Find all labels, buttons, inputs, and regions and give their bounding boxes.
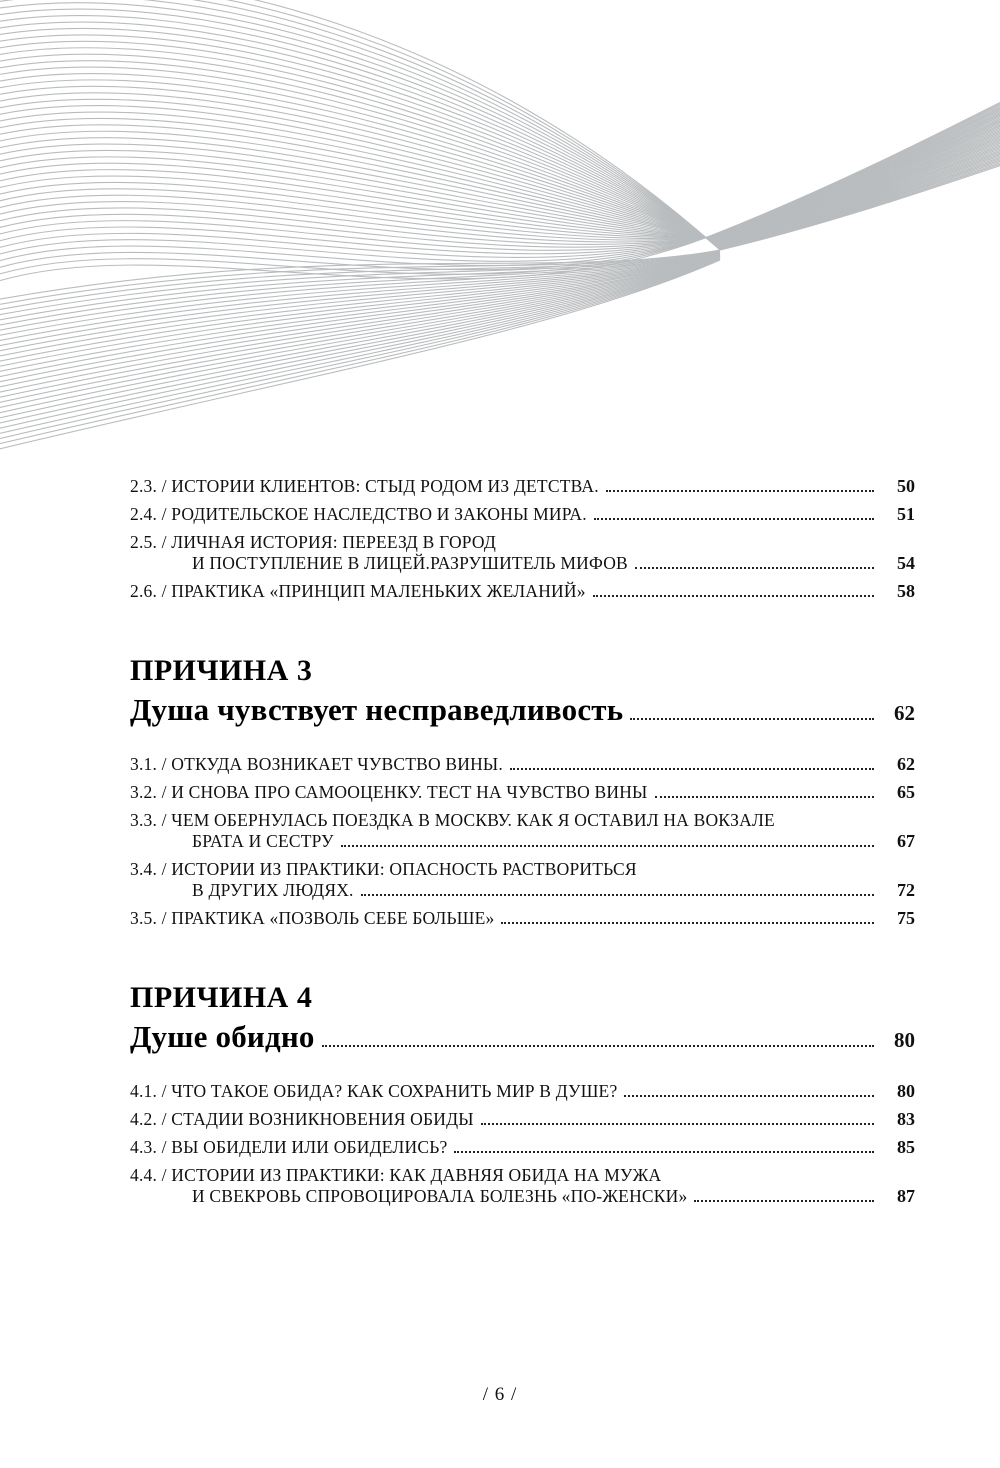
leader-dots — [694, 1199, 874, 1202]
leader-dots — [635, 566, 874, 569]
toc-entry-label: 4.4. / ИСТОРИИ ИЗ ПРАКТИКИ: КАК ДАВНЯЯ ОБИДА НА МУЖА — [130, 1165, 662, 1185]
toc-entry-page: 75 — [897, 908, 915, 928]
toc-entry-label: 3.5. / ПРАКТИКА «ПОЗВОЛЬ СЕБЕ БОЛЬШЕ» — [130, 908, 495, 928]
toc-entry[interactable] — [130, 504, 915, 525]
toc-entry[interactable] — [130, 810, 915, 852]
toc-part-heading[interactable] — [130, 654, 915, 728]
toc-entry-label-continued: И СВЕКРОВЬ СПРОВОЦИРОВАЛА БОЛЕЗНЬ «ПО-ЖЕНСКИ» — [192, 1186, 688, 1206]
toc-entry-label: 4.1. / ЧТО ТАКОЕ ОБИДА? КАК СОХРАНИТЬ МИР В ДУШЕ? — [130, 1081, 618, 1101]
toc-entry-page: 83 — [897, 1109, 915, 1129]
toc-entry-page: 58 — [897, 581, 915, 601]
toc-entry[interactable] — [130, 1109, 915, 1130]
toc-entry[interactable] — [130, 1137, 915, 1158]
toc-entry[interactable] — [130, 581, 915, 602]
leader-dots — [594, 517, 874, 520]
toc-entry[interactable] — [130, 754, 915, 775]
toc-part-heading[interactable] — [130, 981, 915, 1055]
toc-entry-page: 65 — [897, 782, 915, 802]
toc-entry-page: 62 — [897, 754, 915, 774]
toc-entry-label: 2.5. / ЛИЧНАЯ ИСТОРИЯ: ПЕРЕЕЗД В ГОРОД — [130, 532, 497, 552]
toc-entry[interactable] — [130, 908, 915, 929]
toc-entry[interactable] — [130, 476, 915, 497]
leader-dots — [341, 844, 874, 847]
toc-entry-page: 72 — [897, 880, 915, 900]
toc-entry-page: 54 — [897, 553, 915, 573]
leader-dots — [593, 594, 874, 597]
decorative-wave-header — [0, 0, 1000, 450]
toc-entry-label: 4.3. / ВЫ ОБИДЕЛИ ИЛИ ОБИДЕЛИСЬ? — [130, 1137, 448, 1157]
toc-entry[interactable] — [130, 1081, 915, 1102]
toc-entry-label: 3.3. / ЧЕМ ОБЕРНУЛАСЬ ПОЕЗДКА В МОСКВУ. КАК Я ОСТАВИЛ НА ВОКЗАЛЕ — [130, 810, 775, 830]
toc-entry-page: 51 — [897, 504, 915, 524]
toc-entry-page: 85 — [897, 1137, 915, 1157]
part-kicker: ПРИЧИНА 3 — [130, 654, 313, 687]
toc-entry-label: 2.6. / ПРАКТИКА «ПРИНЦИП МАЛЕНЬКИХ ЖЕЛАНИЙ» — [130, 581, 586, 601]
toc-entry-page: 87 — [897, 1186, 915, 1206]
wave-lines-graphic — [0, 0, 1000, 450]
leader-dots — [322, 1044, 874, 1047]
part-kicker: ПРИЧИНА 4 — [130, 981, 313, 1014]
leader-dots — [481, 1122, 874, 1125]
toc-entry-label: 3.4. / ИСТОРИИ ИЗ ПРАКТИКИ: ОПАСНОСТЬ РАСТВОРИТЬСЯ — [130, 859, 637, 879]
toc-entry-label: 3.1. / ОТКУДА ВОЗНИКАЕТ ЧУВСТВО ВИНЫ. — [130, 754, 503, 774]
toc-entry[interactable] — [130, 859, 915, 901]
toc-entry-page: 67 — [897, 831, 915, 851]
leader-dots — [606, 489, 874, 492]
leader-dots — [361, 893, 874, 896]
toc-group-chapter-3 — [130, 754, 915, 929]
table-of-contents — [0, 470, 1000, 1214]
leader-dots — [624, 1094, 874, 1097]
part-page: 62 — [894, 701, 915, 725]
toc-group-chapter-2 — [130, 476, 915, 602]
toc-entry-label: 2.3. / ИСТОРИИ КЛИЕНТОВ: СТЫД РОДОМ ИЗ ДЕТСТВА. — [130, 476, 599, 496]
toc-entry-label: 3.2. / И СНОВА ПРО САМООЦЕНКУ. ТЕСТ НА ЧУВСТВО ВИНЫ — [130, 782, 648, 802]
leader-dots — [510, 767, 874, 770]
part-title: Душе обидно — [130, 1019, 315, 1054]
toc-entry-label: 4.2. / СТАДИИ ВОЗНИКНОВЕНИЯ ОБИДЫ — [130, 1109, 474, 1129]
leader-dots — [655, 795, 874, 798]
part-page: 80 — [894, 1028, 915, 1052]
toc-entry-label-continued: И ПОСТУПЛЕНИЕ В ЛИЦЕЙ.РАЗРУШИТЕЛЬ МИФОВ — [192, 553, 628, 573]
toc-group-chapter-4 — [130, 1081, 915, 1207]
part-title: Душа чувствует несправедливость — [130, 692, 624, 727]
toc-entry-label: 2.4. / РОДИТЕЛЬСКОЕ НАСЛЕДСТВО И ЗАКОНЫ МИРА. — [130, 504, 587, 524]
toc-entry[interactable] — [130, 1165, 915, 1207]
page-folio: / 6 / — [482, 1384, 518, 1405]
toc-entry-label-continued: БРАТА И СЕСТРУ — [192, 831, 334, 851]
toc-entry[interactable] — [130, 782, 915, 803]
leader-dots — [454, 1150, 874, 1153]
toc-entry-page: 80 — [897, 1081, 915, 1101]
toc-entry-page: 50 — [897, 476, 915, 496]
toc-entry-label-continued: В ДРУГИХ ЛЮДЯХ. — [192, 880, 354, 900]
leader-dots — [630, 717, 874, 720]
toc-entry[interactable] — [130, 532, 915, 574]
leader-dots — [501, 921, 874, 924]
